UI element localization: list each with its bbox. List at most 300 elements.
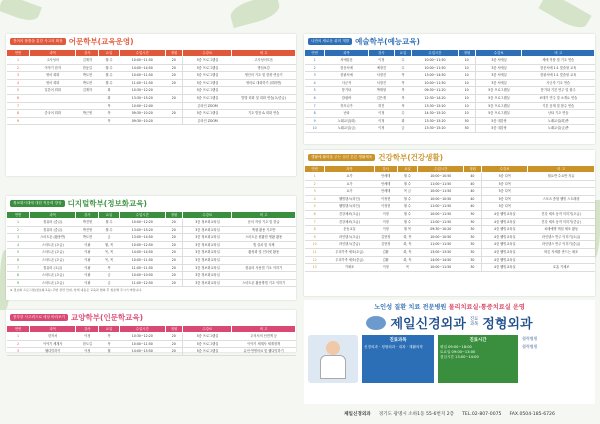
- table-cell: 10:00~10:50: [418, 233, 464, 241]
- table-row: [305, 226, 595, 234]
- table-cell: 30: [464, 210, 481, 218]
- table-cell: 11:00~11:50: [418, 241, 464, 249]
- table-cell: 1: [305, 173, 325, 181]
- table-cell: 20: [165, 79, 182, 87]
- column-header: 요일: [394, 50, 411, 57]
- table-cell: 스마트폰 (초급): [30, 256, 76, 264]
- table-cell: 10:00~11:50: [412, 64, 458, 72]
- table-row: [7, 72, 296, 80]
- table-cell: 엑셀 활용 기초반: [232, 226, 296, 234]
- table-cell: 3층 정보화교육실: [183, 279, 232, 287]
- table-cell: 월 수: [397, 203, 417, 211]
- table-cell: 14:00~15:50: [119, 348, 165, 356]
- table-cell: 요가: [325, 173, 374, 181]
- table-row: [305, 72, 595, 80]
- table-cell: 10:00~12:50: [119, 241, 165, 249]
- table-cell: 통기타: [325, 87, 369, 95]
- table-cell: [232, 87, 296, 95]
- table-cell: 14:00~14:50: [418, 256, 464, 264]
- table-cell: 금: [99, 272, 119, 280]
- table-cell: 3층 서예실: [476, 72, 522, 80]
- table-row: [7, 102, 296, 110]
- table-cell: 20: [165, 272, 182, 280]
- section-title: 건강학부(건강생활): [378, 153, 444, 162]
- table-cell: 사군자: [325, 79, 369, 87]
- table-cell: 수: [394, 110, 411, 118]
- table-row: [7, 279, 296, 287]
- table-cell: 웰다잉하기: [30, 348, 76, 356]
- column-header: 과목: [30, 50, 76, 57]
- column-header: 정원: [165, 50, 182, 57]
- table-cell: 3층 정보화교육실: [183, 219, 232, 227]
- table-cell: 4층 웰빙교육실: [481, 248, 527, 256]
- table-cell: 라인댄스(초급): [325, 233, 374, 241]
- section-tag: 전어의 품틀을 통한 사고의 확장: [10, 38, 66, 45]
- table-cell: 목: [99, 340, 119, 348]
- ad-body: [308, 335, 591, 383]
- course-table: [304, 49, 595, 133]
- partner-box: [522, 335, 591, 383]
- table-cell: 5층 대강당: [476, 117, 522, 125]
- table-cell: 목: [99, 117, 119, 125]
- table-cell: 4층 웰빙교육실: [481, 218, 527, 226]
- section-tag: 정보화시대에 대한 적응력 향상: [10, 200, 65, 207]
- section-header: [10, 198, 292, 209]
- table-row: [305, 210, 595, 218]
- table-cell: 고사성어모음: [232, 57, 296, 65]
- column-header: 연번: [7, 50, 30, 57]
- table-cell: 10: [458, 64, 475, 72]
- table-cell: 30: [464, 248, 481, 256]
- table-cell: 박도현: [76, 234, 99, 242]
- section-title: 디지털학부(정보화교육): [67, 199, 147, 208]
- table-cell: 스마트폰 (초급): [30, 241, 76, 249]
- table-cell: 월 수: [99, 72, 119, 80]
- table-cell: 13:30~15:20: [119, 94, 165, 102]
- column-header: 요일: [99, 50, 119, 57]
- table-cell: 이정: [368, 57, 394, 65]
- table-row: [305, 195, 595, 203]
- table-cell: 5층 프로그램실: [183, 87, 232, 95]
- column-header: 연번: [7, 212, 30, 219]
- table-cell: 박진영: [76, 219, 99, 227]
- table-cell: 8: [305, 110, 325, 118]
- course-table: [6, 49, 296, 125]
- section-tag: 생활에 활력을 주는 심신 튼튼 생활체육: [308, 154, 375, 161]
- table-cell: 5층 프로그램실: [183, 94, 232, 102]
- table-cell: 10:30~12:20: [119, 333, 165, 341]
- table-cell: [76, 102, 99, 110]
- table-cell: [232, 117, 296, 125]
- section-digital: [6, 196, 296, 300]
- table-cell: 스마트폰 활용방법 기초 익히기: [232, 279, 296, 287]
- table-cell: 09:30~10:20: [418, 226, 464, 234]
- column-header: 수업시간: [418, 166, 464, 173]
- section-header: [308, 36, 591, 47]
- table-cell: 노래교실(금)반: [522, 125, 595, 133]
- table-row: [305, 102, 595, 110]
- partner-hospital-1: 협력병원: [522, 336, 538, 341]
- table-cell: 10:00~11:50: [119, 256, 165, 264]
- table-cell: 보태기 연주 및 소개요 연습: [522, 94, 595, 102]
- table-cell: 기초 발음 & 회화 연습: [232, 110, 296, 118]
- table-cell: 컴퓨터 (초급): [30, 264, 76, 272]
- footer-name: 제일신경외과: [344, 412, 371, 417]
- section-arts: [304, 34, 595, 144]
- table-cell: 스포츠 종합 웰빙 스트레칭: [528, 195, 595, 203]
- table-cell: 김환: [374, 256, 397, 264]
- table-cell: 이야기 한자: [30, 64, 76, 72]
- table-cell: 난타 기초 연습: [522, 110, 595, 118]
- table-cell: 화, 목: [397, 256, 417, 264]
- table-cell: 5층 다목: [481, 188, 527, 196]
- table-cell: 3층 정보화교육실: [183, 264, 232, 272]
- column-header: 수강료: [183, 326, 232, 333]
- table-cell: [30, 94, 76, 102]
- table-cell: 호흡 기체조: [528, 264, 595, 272]
- table-cell: 건강 체조 동작 익히기(중급): [528, 218, 595, 226]
- table-cell: 3: [7, 234, 30, 242]
- table-cell: 5층 프로그램실: [183, 72, 232, 80]
- table-row: [7, 333, 296, 341]
- table-row: [305, 173, 595, 181]
- table-cell: 10: [458, 110, 475, 118]
- table-cell: [232, 256, 296, 264]
- table-cell: 10:00~12:20: [119, 219, 165, 227]
- table-cell: 10: [458, 87, 475, 95]
- table-cell: 라인댄스 반주 익히기(초급): [528, 233, 595, 241]
- table-cell: 10:00~11:50: [418, 210, 464, 218]
- clinic-logo-icon: [366, 316, 386, 330]
- table-cell: 월 수: [397, 173, 417, 181]
- table-cell: 10:00~11:50: [412, 57, 458, 65]
- table-cell: 라인댄스 반주 익히기(중급): [528, 241, 595, 249]
- clinic-tag: 진료 과목: [469, 316, 479, 327]
- table-row: [305, 57, 595, 65]
- column-header: 요일: [99, 326, 119, 333]
- column-header: 정원: [165, 212, 182, 219]
- table-cell: 6: [7, 94, 30, 102]
- table-cell: 생인어 기초 및 한장 연습기: [232, 72, 296, 80]
- table-cell: 건강 체조 동작 익히기(초급): [528, 210, 595, 218]
- table-row: [305, 180, 595, 188]
- table-row: [7, 340, 296, 348]
- table-cell: 4: [305, 79, 325, 87]
- leaf-decoration: [228, 0, 282, 28]
- table-cell: 20: [165, 256, 182, 264]
- table-cell: 월 수: [397, 210, 417, 218]
- table-cell: 노래교실(화): [325, 117, 369, 125]
- table-cell: 20: [165, 219, 182, 227]
- table-cell: 월, 목: [99, 241, 119, 249]
- leaf-decoration: [538, 0, 591, 33]
- table-cell: 라인댄스(중급): [325, 241, 374, 249]
- table-cell: 7: [305, 218, 325, 226]
- table-cell: [76, 94, 99, 102]
- table-cell: 6: [305, 210, 325, 218]
- table-cell: 사군자 기초 연습: [522, 79, 595, 87]
- table-row: [305, 241, 595, 249]
- table-cell: 컴퓨터 사용법 기초 익히기: [232, 264, 296, 272]
- table-cell: 14:00~14:50: [119, 249, 165, 257]
- table-cell: 한자서: [30, 333, 76, 341]
- table-cell: 월 수: [397, 195, 417, 203]
- table-cell: 웰빙댄스(라인): [325, 203, 374, 211]
- clinic-name: 제일신경외과: [390, 317, 466, 332]
- table-cell: 40: [464, 188, 481, 196]
- table-cell: 목, 목: [99, 249, 119, 257]
- table-cell: 금: [394, 125, 411, 133]
- column-header: 강사: [374, 166, 397, 173]
- table-row: [7, 272, 296, 280]
- table-cell: 12: [305, 256, 325, 264]
- table-cell: 10:00~12:00: [119, 102, 165, 110]
- table-cell: 통기타 기본 연주 및 합주: [522, 87, 595, 95]
- table-cell: 4층 웰빙교육실: [481, 226, 527, 234]
- table-cell: 월 수: [99, 79, 119, 87]
- table-cell: [232, 272, 296, 280]
- table-cell: 목: [394, 87, 411, 95]
- table-cell: 이정: [374, 210, 397, 218]
- table-cell: 중국어 회화: [30, 110, 76, 118]
- section-title: 교양학부(인문학교육): [71, 313, 144, 322]
- table-row: [7, 219, 296, 227]
- clinic-advertisement: [304, 300, 595, 404]
- table-cell: 월요반 수요반 자유: [528, 173, 595, 181]
- table-cell: 3층 정보화교육실: [183, 241, 232, 249]
- table-cell: 11:00~12:50: [119, 279, 165, 287]
- table-cell: 1: [7, 57, 30, 65]
- table-cell: 허진: [368, 102, 394, 110]
- footer: [304, 408, 595, 420]
- table-cell: 월 수: [397, 218, 417, 226]
- table-cell: 20: [165, 279, 182, 287]
- table-cell: 우리가족 체조(초급): [325, 248, 374, 256]
- table-cell: 고사성어: [30, 57, 76, 65]
- column-header: 과목: [325, 50, 369, 57]
- dept-title: 진료과목: [389, 338, 407, 343]
- table-row: [7, 226, 296, 234]
- table-cell: 이광: [76, 279, 99, 287]
- table-cell: 7: [305, 102, 325, 110]
- table-cell: 2: [7, 340, 30, 348]
- table-cell: 10:00~11:50: [412, 79, 458, 87]
- table-cell: 09:30~10:20: [119, 110, 165, 118]
- table-cell: 20: [165, 241, 182, 249]
- table-row: [7, 256, 296, 264]
- column-header: 수업시간: [119, 212, 165, 219]
- table-cell: [528, 188, 595, 196]
- table-cell: 20: [165, 348, 182, 356]
- table-cell: 5층 프로그램실: [476, 110, 522, 118]
- table-cell: [165, 117, 182, 125]
- table-cell: 13:00~14:50: [412, 72, 458, 80]
- table-cell: 수: [394, 64, 411, 72]
- table-cell: 우의서의 선현책 등: [232, 333, 296, 341]
- table-cell: 10: [305, 125, 325, 133]
- column-header: 수업시간: [119, 50, 165, 57]
- table-cell: 스마트폰 (초급): [30, 279, 76, 287]
- table-cell: 앱 설치 및 삭제: [232, 241, 296, 249]
- table-cell: 목: [99, 102, 119, 110]
- table-cell: 한판서예: [325, 72, 369, 80]
- table-row: [7, 264, 296, 272]
- table-cell: 활성화 및 인터넷 활용: [232, 249, 296, 257]
- table-cell: 40: [464, 195, 481, 203]
- table-cell: 40: [464, 180, 481, 188]
- column-header: 강사: [368, 50, 394, 57]
- table-cell: 우리가족 체조(중급): [325, 256, 374, 264]
- section-tag: 풍부한 사고력으로 세상 바라보기: [10, 314, 68, 321]
- table-cell: 20: [165, 249, 182, 257]
- table-row: [7, 79, 296, 87]
- table-cell: 컴퓨터 (중급): [30, 226, 76, 234]
- column-header: 비 고: [522, 50, 595, 57]
- table-cell: 목: [99, 333, 119, 341]
- table-cell: 2: [305, 180, 325, 188]
- table-cell: 3: [305, 188, 325, 196]
- table-cell: 13:00~15:20: [119, 226, 165, 234]
- table-row: [7, 249, 296, 257]
- table-cell: 13: [305, 264, 325, 272]
- column-header: 비 고: [528, 166, 595, 173]
- table-cell: 건강체조(초급): [325, 210, 374, 218]
- course-table: [6, 325, 296, 356]
- table-cell: 20: [165, 340, 182, 348]
- table-cell: 치매예방 게임 체조 활동: [528, 226, 595, 234]
- table-cell: 명심보감: [232, 64, 296, 72]
- doctor-illustration: [308, 335, 358, 383]
- table-cell: 6: [305, 94, 325, 102]
- table-cell: 5층 프로그램실: [183, 340, 232, 348]
- column-header: 정원: [464, 166, 481, 173]
- table-row: [305, 64, 595, 72]
- column-header: 과목: [30, 326, 76, 333]
- table-cell: 이정: [374, 226, 397, 234]
- table-cell: 스마트폰 원활한 생활 활용: [232, 234, 296, 242]
- table-row: [305, 188, 595, 196]
- table-cell: 목: [394, 102, 411, 110]
- table-cell: 1: [7, 219, 30, 227]
- column-header: 강사: [76, 50, 99, 57]
- table-cell: 5층 프로그램실: [476, 94, 522, 102]
- table-cell: 김은계: [368, 94, 394, 102]
- column-header: 요일: [397, 166, 417, 173]
- note-text: ※ 정보화 프로그램(정보화교육) 주변 관련 안내, 상세 내용은 교육과 협의 후 참조해 주시기 바랍니다.: [10, 288, 143, 293]
- section-tag: 나만의 새로운 취미 개발: [308, 38, 352, 45]
- column-header: 수강료: [183, 212, 232, 219]
- table-cell: 한문서예 1:1 맞춤형 교육: [522, 64, 595, 72]
- table-cell: 09:30~10:20: [119, 117, 165, 125]
- section-header: [308, 152, 591, 163]
- table-cell: 5층 다목: [481, 173, 527, 181]
- table-cell: 1: [7, 333, 30, 341]
- table-cell: 8: [7, 272, 30, 280]
- table-cell: [165, 87, 182, 95]
- table-cell: 박진영: [76, 226, 99, 234]
- table-cell: 20: [165, 110, 182, 118]
- table-cell: 10:30~12:20: [119, 87, 165, 95]
- table-row: [7, 57, 296, 65]
- table-cell: 10: [305, 241, 325, 249]
- section-health: [304, 150, 595, 296]
- table-cell: 4층 웰빙교육실: [481, 256, 527, 264]
- clinic-name-row: [304, 313, 595, 332]
- table-cell: 10:00~10:50: [418, 173, 464, 181]
- table-cell: 14:30~15:20: [412, 110, 458, 118]
- table-cell: 9: [305, 117, 325, 125]
- table-cell: 40: [464, 173, 481, 181]
- leaf-decoration: [0, 0, 42, 24]
- table-cell: 박근영: [76, 110, 99, 118]
- table-cell: 5: [7, 249, 30, 257]
- table-row: [305, 94, 595, 102]
- table-cell: 한문서예: [325, 64, 369, 72]
- section-language: [6, 34, 296, 176]
- table-cell: 11:00~11:50: [418, 180, 464, 188]
- table-cell: 컴퓨터 (중급): [30, 219, 76, 227]
- table-cell: 12:30~14:20: [412, 94, 458, 102]
- table-cell: 4: [305, 195, 325, 203]
- table-cell: 영어로 대화하기 (회화반): [232, 79, 296, 87]
- table-cell: 목 금: [397, 188, 417, 196]
- table-cell: 30: [464, 218, 481, 226]
- table-cell: 영어 회화: [30, 79, 76, 87]
- table-cell: 이정현: [374, 195, 397, 203]
- table-cell: 이광: [76, 249, 99, 257]
- table-cell: 30: [464, 241, 481, 249]
- table-cell: 영어 회화: [30, 72, 76, 80]
- table-cell: 13:30~15:20: [412, 125, 458, 133]
- column-header: 비 고: [232, 50, 296, 57]
- table-cell: 40: [464, 203, 481, 211]
- table-cell: 목: [99, 264, 119, 272]
- hours-saturday: 토요일 09:00~13:00: [440, 350, 476, 354]
- table-cell: 금: [99, 279, 119, 287]
- table-cell: 3: [7, 348, 30, 356]
- table-cell: 10:00~10:50: [418, 195, 464, 203]
- table-cell: 예정진: [368, 64, 394, 72]
- table-cell: 13:00~13:50: [418, 248, 464, 256]
- table-row: [7, 348, 296, 356]
- table-cell: [30, 117, 76, 125]
- table-cell: 20: [165, 226, 182, 234]
- hours-box: [438, 335, 518, 383]
- table-cell: 한판서예 1:1 맞춤형 교육: [522, 72, 595, 80]
- table-cell: 화: [99, 87, 119, 95]
- table-cell: 10:00~10:50: [119, 272, 165, 280]
- table-cell: 10:00~11:50: [418, 264, 464, 272]
- table-row: [7, 234, 296, 242]
- table-cell: 5층 프로그램실: [183, 57, 232, 65]
- table-cell: 문서 작성 기초 및 한글: [232, 219, 296, 227]
- table-cell: 3층 서예실: [476, 57, 522, 65]
- footer-address: 경기도 광명시 소하1동 55-6번지 2층: [378, 412, 455, 417]
- table-cell: [30, 102, 76, 110]
- table-cell: 9: [7, 117, 30, 125]
- ad-headline-b: 물리치료실·통증치료실 운영: [448, 304, 525, 311]
- table-cell: 13:30~15:20: [412, 117, 458, 125]
- table-cell: 스마트폰 (초급): [30, 272, 76, 280]
- table-cell: 4층 웰빙교육실: [481, 210, 527, 218]
- table-cell: 4: [7, 79, 30, 87]
- table-cell: 김환: [374, 248, 397, 256]
- table-row: [305, 256, 595, 264]
- table-cell: [528, 256, 595, 264]
- table-cell: 50: [458, 117, 475, 125]
- table-cell: 5층 프로그램실: [183, 64, 232, 72]
- table-cell: 4: [7, 241, 30, 249]
